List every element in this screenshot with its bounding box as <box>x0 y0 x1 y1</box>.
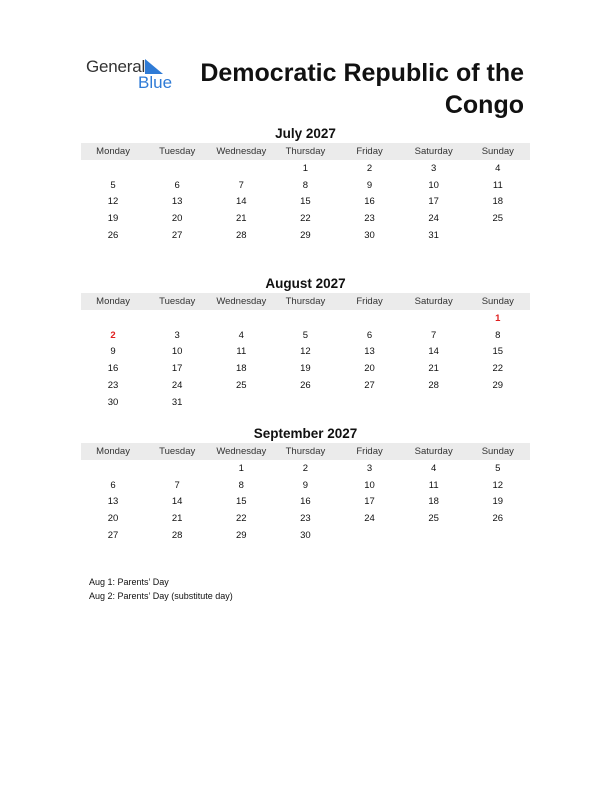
day-cell: 25 <box>428 513 439 525</box>
week-row <box>81 360 530 377</box>
day-cell: 3 <box>431 162 437 174</box>
day-cell: 1 <box>302 162 309 174</box>
day-cell: 25 <box>236 380 247 392</box>
weekday-label: Sunday <box>481 296 514 307</box>
week-row <box>81 460 530 477</box>
day-cell: 1 <box>495 312 501 324</box>
weekday-label: Saturday <box>414 446 453 457</box>
day-cell: 31 <box>171 396 183 408</box>
day-cell: 15 <box>300 196 311 208</box>
week-row <box>81 327 530 344</box>
logo-general-text: General <box>86 57 146 76</box>
day-cell: 31 <box>428 230 439 242</box>
weekday-label: Wednesday <box>216 446 267 457</box>
day-cell: 7 <box>174 479 180 491</box>
day-cell: 27 <box>171 230 183 242</box>
month-july <box>81 125 530 244</box>
day-cell: 2 <box>302 462 309 474</box>
day-cell: 16 <box>364 196 375 208</box>
day-cell: 28 <box>171 530 183 542</box>
day-cell: 26 <box>300 380 311 392</box>
day-cell: 7 <box>238 179 244 191</box>
holiday-note: Aug 1: Parents’ Day <box>89 577 169 587</box>
month-title: September 2027 <box>253 426 358 441</box>
day-cell: 20 <box>107 513 119 525</box>
day-cell: 19 <box>300 363 311 375</box>
day-cell: 19 <box>492 496 504 508</box>
day-cell: 16 <box>300 496 311 508</box>
day-cell: 15 <box>492 346 504 358</box>
logo-blue-text: Blue <box>138 73 173 92</box>
day-cell: 21 <box>428 363 439 375</box>
day-cell: 13 <box>171 196 183 208</box>
day-cell: 16 <box>107 363 119 375</box>
day-cell: 22 <box>236 513 247 525</box>
weekday-label: Monday <box>96 146 130 157</box>
day-cell: 30 <box>364 230 375 242</box>
day-cell: 25 <box>492 213 504 225</box>
day-cell: 5 <box>495 462 501 474</box>
day-cell: 2 <box>366 162 373 174</box>
week-row <box>81 160 530 177</box>
week-row <box>81 310 530 327</box>
weekday-label: Wednesday <box>216 296 267 307</box>
day-cell: 23 <box>300 513 311 525</box>
day-cell: 28 <box>236 230 247 242</box>
month-september <box>81 425 530 544</box>
day-cell: 30 <box>300 530 311 542</box>
day-cell: 10 <box>171 346 183 358</box>
week-row <box>81 177 530 194</box>
day-cell: 26 <box>107 230 119 242</box>
week-row <box>81 510 530 527</box>
day-cell: 6 <box>366 329 373 341</box>
weekday-label: Friday <box>356 146 383 157</box>
month-august <box>81 275 530 411</box>
day-cell: 5 <box>302 329 309 341</box>
day-cell: 8 <box>495 329 501 341</box>
day-cell: 2 <box>110 329 116 341</box>
day-cell: 4 <box>495 162 501 174</box>
day-cell: 29 <box>492 380 504 392</box>
holiday-note: Aug 2: Parents’ Day (substitute day) <box>89 591 233 601</box>
holiday-notes <box>89 575 233 603</box>
weekday-label: Monday <box>96 296 130 307</box>
weekday-label: Wednesday <box>216 146 267 157</box>
day-cell: 18 <box>492 196 504 208</box>
day-cell: 12 <box>492 479 504 491</box>
day-cell: 12 <box>300 346 311 358</box>
weekday-header-row <box>81 443 530 460</box>
day-cell: 11 <box>492 179 503 191</box>
day-cell: 4 <box>238 329 244 341</box>
week-row <box>81 194 530 211</box>
day-cell: 3 <box>174 329 180 341</box>
weekday-header-row <box>81 293 530 310</box>
page-title: Democratic Republic of the Congo <box>200 59 524 119</box>
day-cell: 22 <box>492 363 504 375</box>
weekday-label: Saturday <box>414 146 453 157</box>
day-cell: 6 <box>110 479 116 491</box>
month-title: August 2027 <box>265 276 346 291</box>
weekday-label: Thursday <box>285 146 326 157</box>
day-cell: 9 <box>366 179 373 191</box>
day-cell: 14 <box>171 496 183 508</box>
day-cell: 6 <box>174 179 180 191</box>
day-cell: 22 <box>300 213 311 225</box>
day-cell: 18 <box>236 363 247 375</box>
weekday-label: Friday <box>356 296 383 307</box>
day-cell: 13 <box>364 346 375 358</box>
day-cell: 11 <box>428 479 439 491</box>
week-row <box>81 494 530 511</box>
weekday-label: Saturday <box>414 296 453 307</box>
day-cell: 23 <box>364 213 375 225</box>
week-row <box>81 344 530 361</box>
day-cell: 17 <box>428 196 439 208</box>
weekday-label: Tuesday <box>159 446 196 457</box>
day-cell: 9 <box>302 479 309 491</box>
week-row <box>81 210 530 227</box>
day-cell: 17 <box>171 363 183 375</box>
day-cell: 1 <box>238 462 244 474</box>
day-cell: 24 <box>428 213 439 225</box>
weekday-label: Thursday <box>285 446 326 457</box>
day-cell: 28 <box>428 380 439 392</box>
weekday-label: Sunday <box>481 146 514 157</box>
day-cell: 14 <box>236 196 247 208</box>
week-row <box>81 527 530 544</box>
day-cell: 21 <box>171 513 183 525</box>
day-cell: 21 <box>236 213 247 225</box>
day-cell: 9 <box>110 346 116 358</box>
day-cell: 8 <box>238 479 244 491</box>
weekday-label: Monday <box>96 446 130 457</box>
day-cell: 3 <box>366 462 373 474</box>
weekday-label: Friday <box>356 446 383 457</box>
weekday-header-row <box>81 143 530 160</box>
week-row <box>81 394 530 411</box>
weekday-label: Tuesday <box>159 146 196 157</box>
day-cell: 10 <box>364 479 375 491</box>
day-cell: 29 <box>300 230 311 242</box>
week-row <box>81 377 530 394</box>
weekday-label: Sunday <box>481 446 514 457</box>
day-cell: 15 <box>236 496 247 508</box>
day-cell: 24 <box>364 513 375 525</box>
week-row <box>81 227 530 244</box>
weekday-label: Thursday <box>285 296 326 307</box>
day-cell: 20 <box>171 213 183 225</box>
day-cell: 18 <box>428 496 439 508</box>
day-cell: 8 <box>302 179 309 191</box>
day-cell: 17 <box>364 496 375 508</box>
day-cell: 27 <box>364 380 375 392</box>
day-cell: 4 <box>431 462 437 474</box>
day-cell: 12 <box>107 196 119 208</box>
week-row <box>81 477 530 494</box>
month-title: July 2027 <box>275 126 336 141</box>
day-cell: 27 <box>107 530 119 542</box>
day-cell: 7 <box>431 329 437 341</box>
day-cell: 5 <box>110 179 116 191</box>
day-cell: 23 <box>107 380 119 392</box>
day-cell: 20 <box>364 363 375 375</box>
day-cell: 24 <box>171 380 183 392</box>
day-cell: 19 <box>107 213 119 225</box>
day-cell: 10 <box>428 179 439 191</box>
weekday-label: Tuesday <box>159 296 196 307</box>
day-cell: 30 <box>107 396 119 408</box>
day-cell: 29 <box>236 530 247 542</box>
day-cell: 14 <box>428 346 439 358</box>
day-cell: 26 <box>492 513 504 525</box>
day-cell: 13 <box>107 496 119 508</box>
day-cell: 11 <box>236 346 247 358</box>
